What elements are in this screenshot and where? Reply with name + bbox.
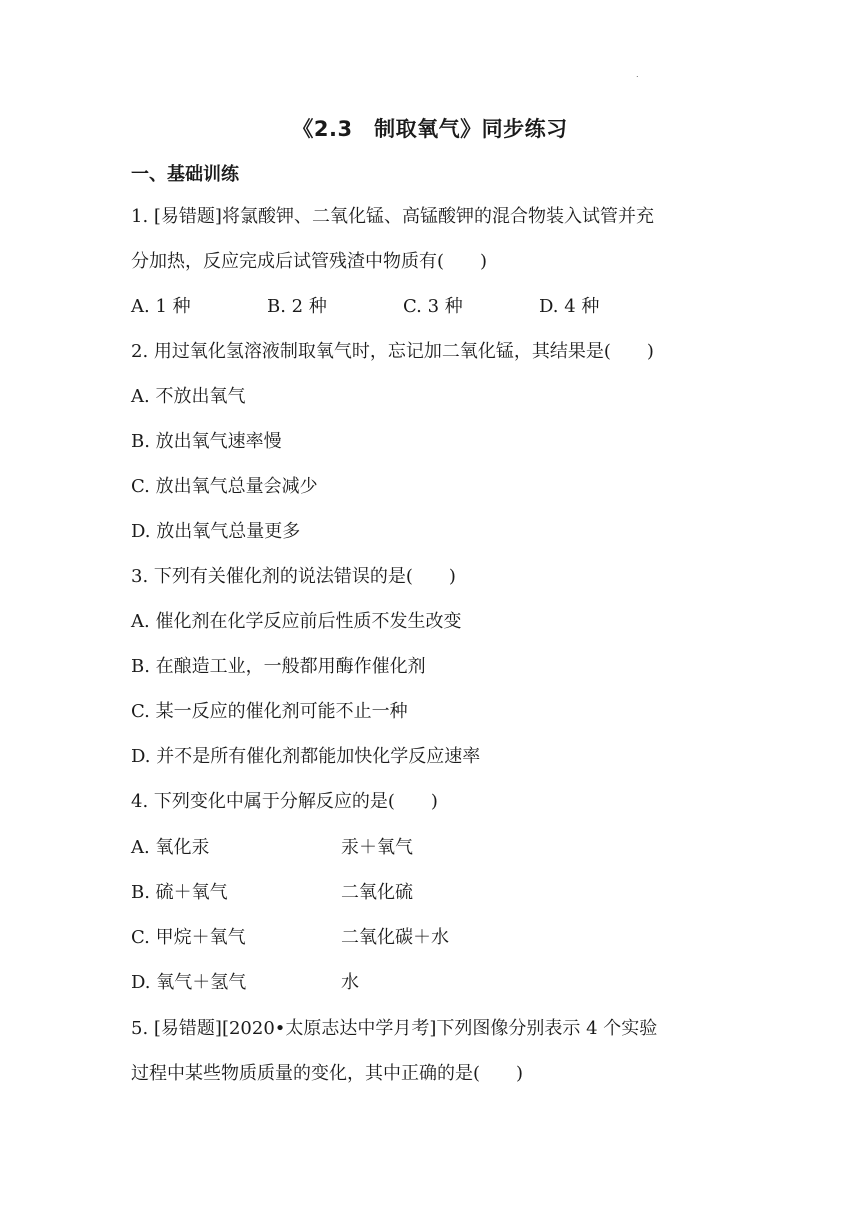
- q2-option-a: A. 不放出氧气: [131, 386, 246, 407]
- q1-option-c: C. 3 种: [403, 296, 463, 317]
- q4-option-a-reactants: A. 氧化汞: [131, 837, 210, 858]
- q2-stem: 2. 用过氧化氢溶液制取氧气时，忘记加二氧化锰，其结果是( ): [131, 341, 654, 362]
- q4-option-d: [131, 971, 359, 995]
- section-heading: 一、基础训练: [131, 164, 239, 185]
- q5-stem-line2: 过程中某些物质质量的变化，其中正确的是( ): [131, 1063, 524, 1084]
- q1-option-b: B. 2 种: [267, 296, 327, 317]
- q3-stem: 3. 下列有关催化剂的说法错误的是( ): [131, 566, 456, 587]
- q1-option-d: D. 4 种: [539, 296, 600, 317]
- q2-option-b: B. 放出氧气速率慢: [131, 431, 282, 452]
- q1-options: [131, 295, 599, 319]
- q2-option-d: D. 放出氧气总量更多: [131, 521, 301, 542]
- q4-option-b-products: 二氧化硫: [341, 882, 413, 903]
- q3-option-d: D. 并不是所有催化剂都能加快化学反应速率: [131, 746, 481, 767]
- q1-stem-line1: 1. [易错题]将氯酸钾、二氧化锰、高锰酸钾的混合物装入试管并充: [131, 206, 654, 227]
- q1-stem-line2: 分加热，反应完成后试管残渣中物质有( ): [131, 251, 488, 272]
- q4-option-a-products: 汞＋氧气: [341, 837, 413, 858]
- q4-option-c: [131, 926, 449, 950]
- q4-option-d-products: 水: [341, 972, 359, 993]
- q4-option-c-products: 二氧化碳＋水: [341, 927, 449, 948]
- q5-stem-line1: 5. [易错题][2020•太原志达中学月考]下列图像分别表示 4 个实验: [131, 1018, 658, 1039]
- q3-option-c: C. 某一反应的催化剂可能不止一种: [131, 701, 408, 722]
- q1-option-a: A. 1 种: [131, 296, 191, 317]
- q4-option-a: [131, 836, 413, 860]
- q3-option-a: A. 催化剂在化学反应前后性质不发生改变: [131, 611, 462, 632]
- page-title: 《2.3 制取氧气》同步练习: [292, 117, 568, 141]
- q4-stem: 4. 下列变化中属于分解反应的是( ): [131, 791, 438, 812]
- q3-option-b: B. 在酿造工业，一般都用酶作催化剂: [131, 656, 426, 677]
- q4-option-b: [131, 881, 413, 905]
- header-dot: .: [636, 70, 639, 79]
- q4-option-b-reactants: B. 硫＋氧气: [131, 882, 228, 903]
- q4-option-d-reactants: D. 氧气＋氢气: [131, 972, 247, 993]
- q2-option-c: C. 放出氧气总量会减少: [131, 476, 318, 497]
- q4-option-c-reactants: C. 甲烷＋氧气: [131, 927, 246, 948]
